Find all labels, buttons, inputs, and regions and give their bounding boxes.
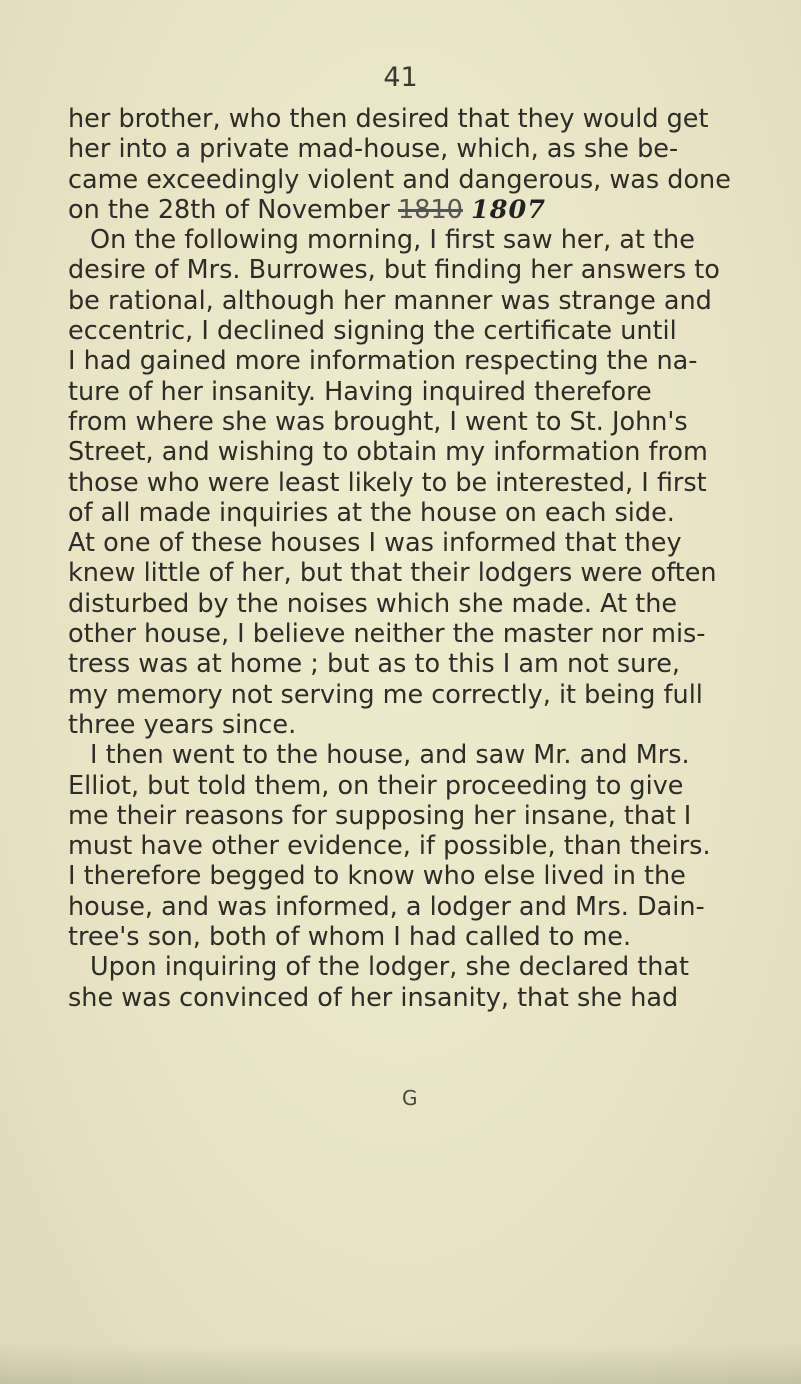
text-line: came exceedingly violent and dangerous, was done <box>68 164 731 195</box>
text-line: On the following morning, I first saw her, at the <box>90 225 695 256</box>
text-line: I therefore begged to know who else lived in the <box>68 861 686 892</box>
text-line: three years since. <box>68 709 297 740</box>
text-line: be rational, although her manner was strange and <box>68 285 712 316</box>
text-line: her into a private mad-house, which, as she be- <box>68 134 679 165</box>
text-line: from where she was brought, I went to St. John's <box>68 406 688 437</box>
signature-mark: G <box>402 1086 418 1110</box>
text-line: eccentric, I declined signing the certificate until <box>68 316 677 347</box>
text-line: Street, and wishing to obtain my information from <box>68 437 708 468</box>
handwritten-year: 1807 <box>471 194 546 225</box>
struck-year: 1810 <box>398 194 463 225</box>
text-line: desire of Mrs. Burrowes, but finding her answers to <box>68 255 720 286</box>
text-line: those who were least likely to be interested, I first <box>68 467 707 498</box>
text-line: disturbed by the noises which she made. At the <box>68 588 678 619</box>
text-line: At one of these houses I was informed that they <box>68 528 682 559</box>
text-line: I had gained more information respecting the na- <box>68 346 698 377</box>
text-line: house, and was informed, a lodger and Mrs. Dain- <box>68 891 705 922</box>
text-line: tree's son, both of whom I had called to me. <box>68 922 632 953</box>
text-line: my memory not serving me correctly, it being full <box>68 679 703 710</box>
text-line: me their reasons for supposing her insane, that I <box>68 800 692 831</box>
text-line: of all made inquiries at the house on each side. <box>68 497 675 528</box>
text-line: must have other evidence, if possible, than theirs. <box>68 831 711 862</box>
text-line: ture of her insanity. Having inquired therefore <box>68 376 652 407</box>
text-line: her brother, who then desired that they would get <box>68 104 709 134</box>
page-edge-shadow <box>0 1344 801 1384</box>
text-line: on the 28th of November <box>68 194 390 225</box>
text-line-with-annotation <box>68 195 733 225</box>
body-text <box>68 104 733 1013</box>
text-line: knew little of her, but that their lodgers were often <box>68 558 717 589</box>
text-line: Elliot, but told them, on their proceeding to give <box>68 770 684 801</box>
text-line: other house, I believe neither the master nor mis- <box>68 619 706 650</box>
text-line: tress was at home ; but as to this I am not sure, <box>68 649 681 680</box>
text-line: Upon inquiring of the lodger, she declared that <box>90 952 690 983</box>
text-line: I then went to the house, and saw Mr. and Mrs. <box>90 740 690 771</box>
page-number: 41 <box>383 62 418 93</box>
text-line: she was convinced of her insanity, that she had <box>68 982 679 1013</box>
